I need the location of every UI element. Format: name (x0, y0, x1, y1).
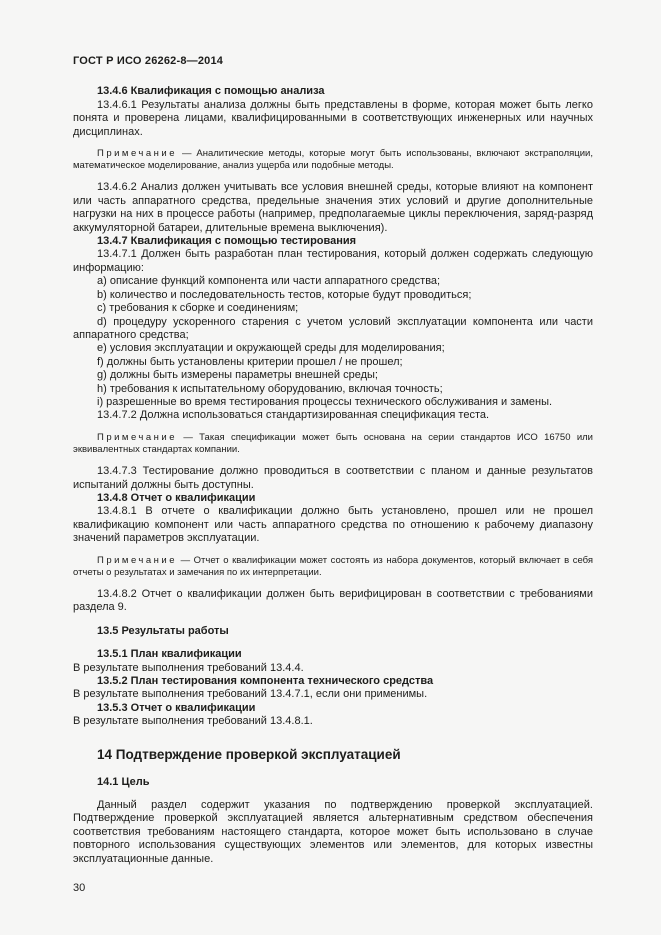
paragraph: 13.4.7.3 Тестирование должно проводиться в соответствии с планом и данные результатов испытаний должны быть доступны. (73, 465, 593, 491)
note-paragraph: Примечание — Такая спецификации может быть основана на серии стандартов ИСО 16750 или эквивалентных стандартах компании. (73, 431, 593, 455)
section-heading: 14.1 Цель (97, 775, 150, 788)
paragraph: Данный раздел содержит указания по подтверждению проверкой эксплуатацией. Подтверждение проверкой эксплуатацией является альтернативным средством обеспечения соответствия требованиям настоящего стандарта, которое может быть использовано в случае повторного использования существующих элементов или элементов, для которых известны эксплуатационные данные. (73, 799, 593, 865)
paragraph: i) разрешенные во время тестирования процессы технического обслуживания и замены. (97, 395, 553, 408)
paragraph: 13.4.8.2 Отчет о квалификации должен быть верифицирован в соответствии с требованиями раздела 9. (73, 588, 593, 614)
section-heading: 13.5.2 План тестирования компонента технического средства (97, 675, 434, 688)
section-heading: 13.4.6 Квалификация с помощью анализа (97, 85, 325, 98)
paragraph: d) процедуру ускоренного старения с учетом условий эксплуатации компонента или части аппаратного средства; (73, 315, 593, 341)
paragraph: В результате выполнения требований 13.4.4. (73, 661, 304, 674)
running-header: ГОСТ Р ИСО 26262-8—2014 (73, 55, 224, 67)
paragraph: g) должны быть измерены параметры внешней среды; (97, 369, 378, 382)
paragraph: 13.4.7.2 Должна использоваться стандартизированная спецификация теста. (97, 409, 490, 422)
paragraph: 13.4.8.1 В отчете о квалификации должно быть установлено, прошел или не прошел квалификацию компонент или часть аппаратного средства по отношению к рабочему диапазону значений параметров эксплуатации. (73, 505, 593, 545)
note-paragraph: Примечание — Аналитические методы, которые могут быть использованы, включают экстраполяции, математическое моделирование, анализ ущерба или подобные методы. (73, 148, 593, 172)
section-heading: 13.5.1 План квалификации (97, 648, 242, 661)
note-label: Примечание (97, 431, 177, 443)
paragraph: b) количество и последовательность тестов, которые будут проводиться; (97, 288, 472, 301)
paragraph: 13.4.6.1 Результаты анализа должны быть представлены в форме, которая может быть легко понята и проверена лицами, квалифицированными в соответствующих инженерных или научных дисциплинах. (73, 98, 593, 138)
page-number: 30 (73, 882, 86, 895)
section-heading: 13.4.7 Квалификация с помощью тестирования (97, 235, 357, 248)
note-paragraph: Примечание — Отчет о квалификации может состоять из набора документов, который включает в себя отчеты о результатах и замечания по их интерпретации. (73, 554, 593, 578)
paragraph: f) должны быть установлены критерии прошел / не прошел; (97, 355, 403, 368)
note-label: Примечание (97, 554, 177, 566)
paragraph: В результате выполнения требований 13.4.7.1, если они применимы. (73, 688, 428, 701)
paragraph: 13.4.6.2 Анализ должен учитывать все условия внешней среды, которые влияют на компонент или часть аппаратного средства, предельные значения этих условий и другие дополнительные нагрузки на них в процессе работы (например, предполагаемые циклы переключения, заряд-разряд аккумуляторной батареи, длительные времена выключения). (73, 181, 593, 234)
paragraph: e) условия эксплуатации и окружающей среды для моделирования; (97, 342, 445, 355)
paragraph: a) описание функций компонента или части аппаратного средства; (97, 275, 441, 288)
chapter-heading: 14 Подтверждение проверкой эксплуатацией (97, 746, 401, 762)
paragraph: c) требования к сборке и соединениям; (97, 302, 299, 315)
paragraph: 13.4.7.1 Должен быть разработан план тестирования, который должен содержать следующую информацию: (73, 248, 593, 274)
section-heading: 13.4.8 Отчет о квалификации (97, 491, 256, 504)
section-heading: 13.5.3 Отчет о квалификации (97, 701, 256, 714)
paragraph: В результате выполнения требований 13.4.8.1. (73, 715, 313, 728)
page-content (73, 85, 593, 866)
note-label: Примечание (97, 148, 177, 160)
paragraph: h) требования к испытательному оборудованию, включая точность; (97, 382, 443, 395)
section-heading: 13.5 Результаты работы (97, 624, 229, 637)
